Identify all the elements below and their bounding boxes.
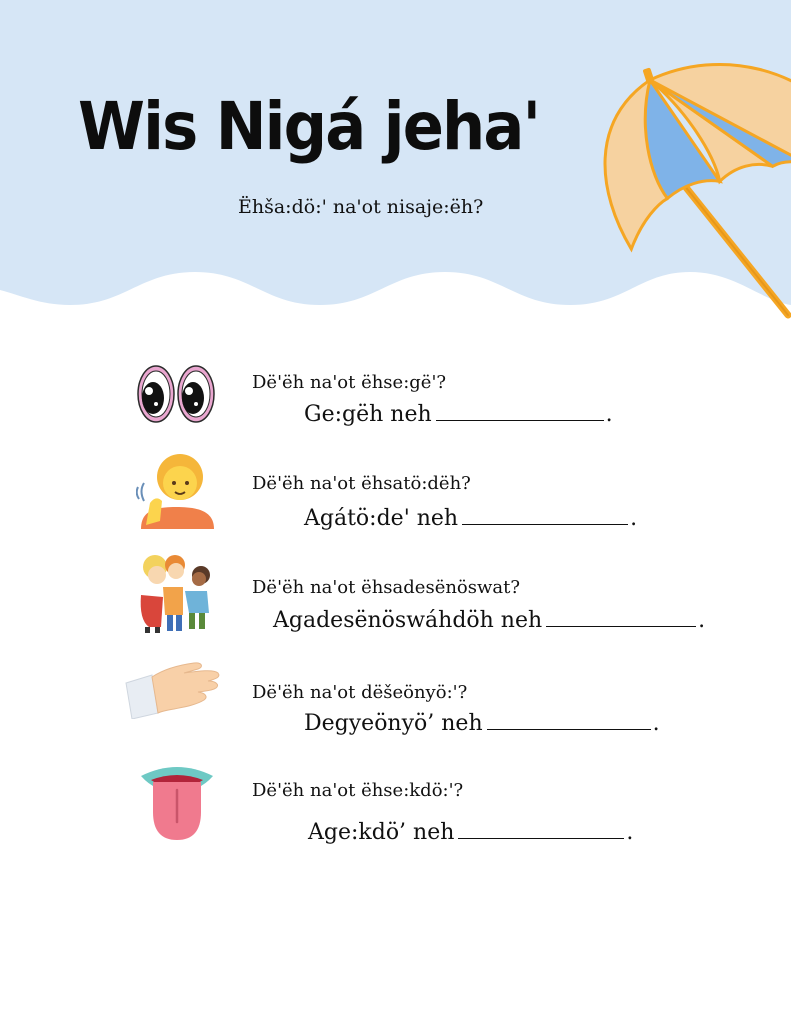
hearing-person-icon [136, 445, 216, 529]
answer-blank[interactable] [462, 506, 628, 525]
list-item [0, 655, 791, 755]
eyes-icon [136, 362, 216, 426]
list-item [0, 545, 791, 645]
answer-blank[interactable] [458, 820, 624, 839]
answer-period: . [652, 711, 660, 736]
answer-text: Age:kdö’ neh [308, 820, 455, 845]
question-text: Dë'ëh na'ot dëšeönyö:'? [252, 682, 468, 703]
answer-line [273, 608, 705, 633]
answer-line [304, 402, 613, 427]
answer-blank[interactable] [487, 711, 651, 730]
page-title: Wis Nigá jeha' [78, 88, 540, 165]
answer-text: Ge:gëh neh [304, 402, 432, 427]
answer-line [304, 506, 637, 531]
answer-period: . [698, 608, 706, 633]
smelling-kids-icon [137, 545, 217, 635]
hand-icon [124, 655, 224, 719]
question-text: Dë'ëh na'ot ëhsatö:dëh? [252, 473, 471, 494]
answer-line [304, 711, 660, 736]
answer-period: . [626, 820, 634, 845]
answer-line [308, 820, 633, 845]
question-text: Dë'ëh na'ot ëhse:gë'? [252, 372, 447, 393]
list-item [0, 445, 791, 545]
answer-period: . [605, 402, 613, 427]
question-text: Dë'ëh na'ot ëhsadesënöswat? [252, 577, 521, 598]
umbrella-icon [570, 60, 791, 330]
tongue-icon [139, 762, 215, 842]
answer-text: Agadesënöswáhdöh neh [273, 608, 543, 633]
answer-text: Degyeönyö’ neh [304, 711, 483, 736]
question-text: Dë'ëh na'ot ëhse:kdö:'? [252, 780, 464, 801]
list-item [0, 760, 791, 860]
answer-blank[interactable] [546, 608, 696, 627]
answer-period: . [630, 506, 638, 531]
answer-blank[interactable] [436, 402, 604, 421]
answer-text: Agátö:de' neh [304, 506, 459, 531]
page-subtitle: Ëhša:dö:' na'ot nisaje:ëh? [238, 196, 484, 218]
